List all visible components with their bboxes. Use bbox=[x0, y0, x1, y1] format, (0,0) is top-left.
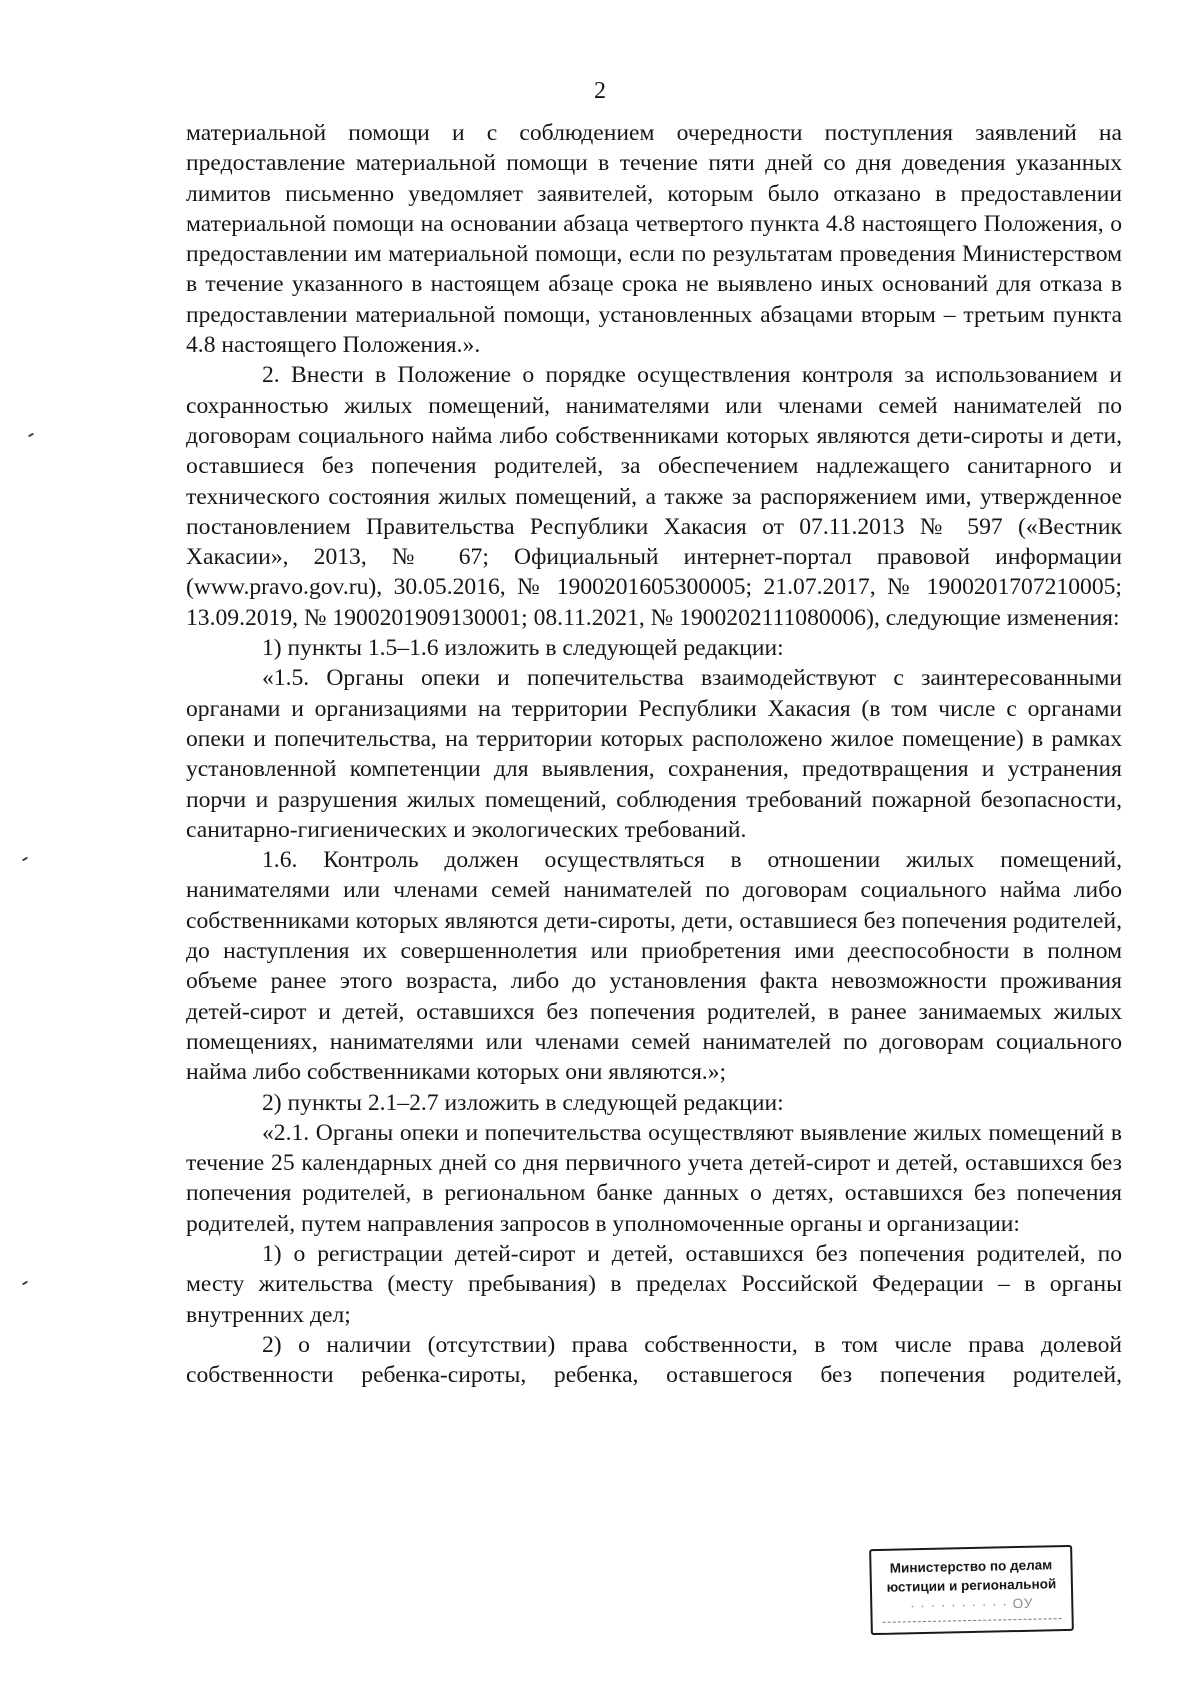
paragraph-subitem-2: 2) пункты 2.1–2.7 изложить в следующей редакции: bbox=[262, 1089, 784, 1116]
stamp-line-1: Министерство по делам bbox=[889, 1557, 1053, 1576]
stamp-line-3: · · · · · · · · · · ОУ bbox=[910, 1595, 1034, 1614]
registration-stamp bbox=[869, 1545, 1074, 1635]
stamp-underline bbox=[883, 1618, 1062, 1623]
paragraph-clause-1-6: 1.6. Контроль должен осуществляться в отношении жилых помещений, нанимателями или членами семей нанимателей по договорам социального найма либо собственниками которых являются дети-сироты, дети, оставшиеся без попечения родителей, до наступления их совершеннолетия или приобретения ими дееспособности в полном объеме ранее этого возраста, либо до установления факта невозможности проживания детей-сирот и детей, оставшихся без попечения родителей, в ранее занимаемых жилых помещениях, нанимателями или членами семей нанимателей по договорам социального найма либо собственниками которых они являются.»; bbox=[186, 847, 1122, 1086]
page-number: 2 bbox=[594, 78, 606, 104]
margin-scan-mark bbox=[28, 433, 34, 438]
stamp-line-2: юстиции и региональной bbox=[886, 1576, 1057, 1595]
paragraph-subitem-1: 1) пункты 1.5–1.6 изложить в следующей редакции: bbox=[262, 635, 784, 662]
paragraph-clause-2-1: «2.1. Органы опеки и попечительства осуществляют выявление жилых помещений в течение 25 календарных дней со дня первичного учета детей-сирот и детей, оставшихся без попечения родителей, в региональном банке данных о детях, оставшихся без попечения родителей, путем направления запросов в уполномоченные органы и организации: bbox=[186, 1119, 1122, 1237]
margin-scan-mark bbox=[22, 857, 28, 862]
paragraph-clause-2-1-item-2: 2) о наличии (отсутствии) права собственности, в том числе права долевой собственности ребенка-сироты, ребенка, оставшегося без попечения родителей, bbox=[186, 1331, 1122, 1389]
margin-scan-mark bbox=[22, 1281, 28, 1286]
paragraph-item-2: 2. Внести в Положение о порядке осуществления контроля за использованием и сохранностью жилых помещений, нанимателями или членами семей нанимателей по договорам социального найма либо собственниками которых являются дети-сироты и дети, оставшиеся без попечения родителей, за обеспечением надлежащего санитарного и технического состояния жилых помещений, а также за распоряжением ими, утвержденное постановлением Правительства Республики Хакасия от 07.11.2013 № 597 («Вестник Хакасии», 2013, № 67; Официальный интернет-портал правовой информации (www.pravo.gov.ru), 30.05.2016, № 1900201605300005; 21.07.2017, № 1900201707210005; 13.09.2019, № 1900201909130001; 08.11.2021, № 1900202111080006), следующие изменения: bbox=[186, 362, 1122, 631]
document-body bbox=[186, 118, 1122, 1390]
paragraph-clause-1-5: «1.5. Органы опеки и попечительства взаимодействуют с заинтересованными органами и организациями на территории Республики Хакасия (в том числе с органами опеки и попечительства, на территории которых расположено жилое помещение) в рамках установленной компетенции для выявления, сохранения, предотвращения и устранения порчи и разрушения жилых помещений, соблюдения требований пожарной безопасности, санитарно-гигиенических и экологических требований. bbox=[186, 665, 1122, 843]
paragraph-clause-2-1-item-1: 1) о регистрации детей-сирот и детей, оставшихся без попечения родителей, по месту жительства (месту пребывания) в пределах Российской Федерации – в органы внутренних дел; bbox=[186, 1240, 1122, 1328]
paragraph-continuation: материальной помощи и с соблюдением очередности поступления заявлений на предоставление материальной помощи в течение пяти дней со дня доведения указанных лимитов письменно уведомляет заявителей, которым было отказано в предоставлении материальной помощи на основании абзаца четвертого пункта 4.8 настоящего Положения, о предоставлении им материальной помощи, если по результатам проведения Министерством в течение указанного в настоящем абзаце срока не выявлено иных оснований для отказа в предоставлении материальной помощи, установленных абзацами вторым – третьим пункта 4.8 настоящего Положения.». bbox=[186, 120, 1122, 359]
